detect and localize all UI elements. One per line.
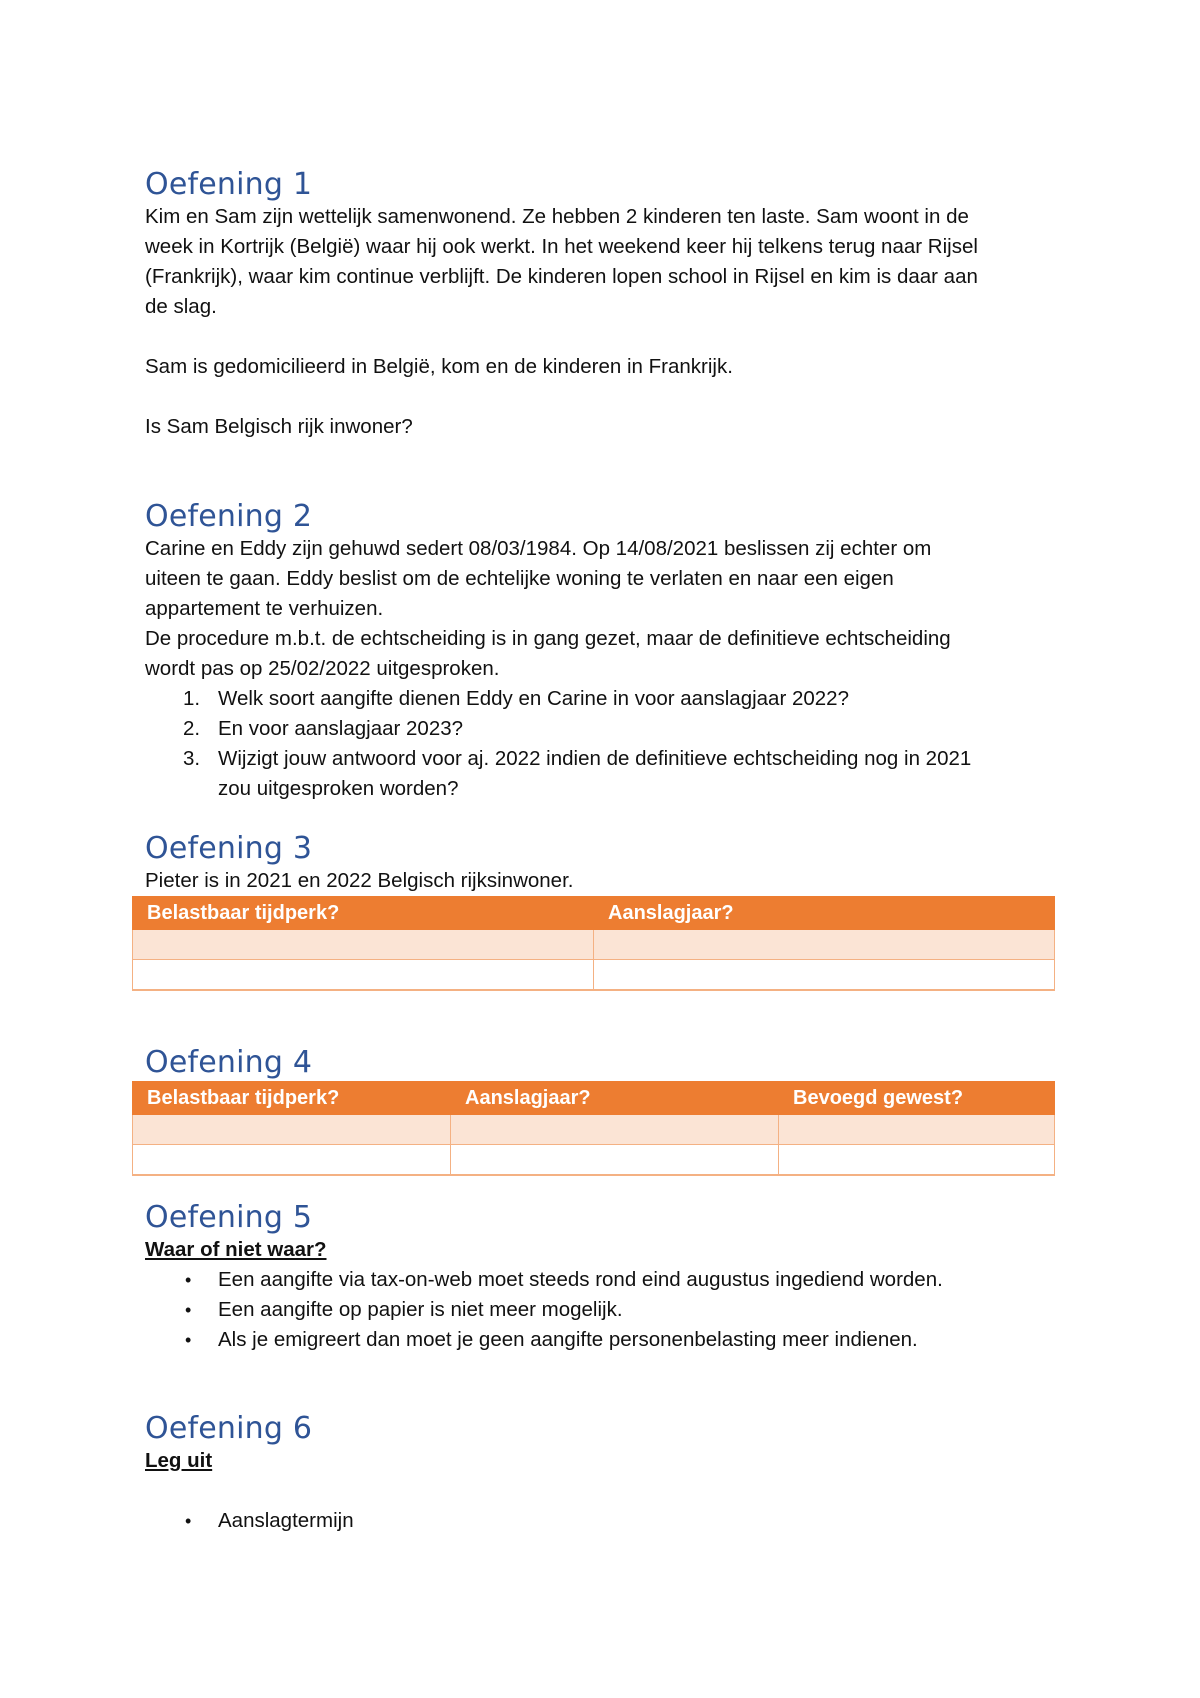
exercise-5-statement-list <box>145 1265 1065 1355</box>
list-item-text: Een aangifte op papier is niet meer mogelijk. <box>218 1298 623 1321</box>
list-number: 3. <box>183 747 201 770</box>
list-item-text: Als je emigreert dan moet je geen aangifte personenbelasting meer indienen. <box>218 1328 918 1351</box>
table-row <box>133 930 1055 960</box>
exercise-6-heading: Oefening 6 <box>145 1411 313 1446</box>
exercise-3-table <box>132 896 1055 991</box>
bullet-icon: • <box>185 1511 192 1531</box>
table-header-cell: Bevoegd gewest? <box>779 1082 1055 1115</box>
exercise-2-line-5: wordt pas op 25/02/2022 uitgesproken. <box>145 657 500 680</box>
table-row <box>133 1145 1055 1176</box>
list-item-text: Een aangifte via tax-on-web moet steeds rond eind augustus ingediend worden. <box>218 1268 943 1291</box>
exercise-2 <box>145 500 1065 804</box>
bullet-icon: • <box>185 1270 192 1290</box>
list-item <box>145 1295 1065 1325</box>
list-item-text: En voor aanslagjaar 2023? <box>218 717 464 740</box>
table-header-cell: Belastbaar tijdperk? <box>133 897 594 930</box>
list-item-text-line-1: Wijzigt jouw antwoord voor aj. 2022 indien de definitieve echtscheiding nog in 2021 <box>218 747 972 770</box>
list-item <box>145 684 1065 714</box>
table-header-row <box>133 897 1055 930</box>
table-cell[interactable] <box>133 1145 451 1176</box>
list-item <box>145 714 1065 744</box>
exercise-3-heading: Oefening 3 <box>145 831 313 866</box>
exercise-2-heading: Oefening 2 <box>145 499 313 534</box>
exercise-4 <box>145 1046 1065 1080</box>
list-item <box>145 1265 1065 1295</box>
table-header-row <box>133 1082 1055 1115</box>
exercise-3-intro: Pieter is in 2021 en 2022 Belgisch rijksinwoner. <box>145 869 574 892</box>
table-cell[interactable] <box>451 1115 779 1145</box>
exercise-1-paragraph-2: Sam is gedomicilieerd in België, kom en de kinderen in Frankrijk. <box>145 355 733 378</box>
table-cell[interactable] <box>779 1115 1055 1145</box>
exercise-5 <box>145 1201 1065 1355</box>
exercise-5-heading: Oefening 5 <box>145 1200 313 1235</box>
table-header-cell: Aanslagjaar? <box>451 1082 779 1115</box>
table-cell[interactable] <box>133 960 594 991</box>
exercise-1-line-1: Kim en Sam zijn wettelijk samenwonend. Ze hebben 2 kinderen ten laste. Sam woont in de <box>145 205 969 228</box>
table-row <box>133 960 1055 991</box>
exercise-1-line-4: de slag. <box>145 295 217 318</box>
exercise-4-heading: Oefening 4 <box>145 1045 313 1080</box>
exercise-3 <box>145 832 1065 896</box>
table-cell[interactable] <box>594 930 1055 960</box>
list-item-text-line-2: zou uitgesproken worden? <box>218 777 459 800</box>
table-cell[interactable] <box>133 1115 451 1145</box>
table-header-cell: Belastbaar tijdperk? <box>133 1082 451 1115</box>
list-item <box>145 1325 1065 1355</box>
table-cell[interactable] <box>594 960 1055 991</box>
exercise-2-question-list <box>145 684 1065 804</box>
exercise-6-item-list <box>145 1506 1065 1536</box>
exercise-1-line-2: week in Kortrijk (België) waar hij ook werkt. In het weekend keer hij telkens terug naar Rijsel <box>145 235 978 258</box>
exercise-2-line-3: appartement te verhuizen. <box>145 597 384 620</box>
table-cell[interactable] <box>451 1145 779 1176</box>
exercise-5-subheading: Waar of niet waar? <box>145 1238 327 1261</box>
list-item <box>145 1506 1065 1536</box>
bullet-icon: • <box>185 1300 192 1320</box>
exercise-6 <box>145 1412 1065 1536</box>
list-number: 1. <box>183 687 201 710</box>
exercise-2-line-1: Carine en Eddy zijn gehuwd sedert 08/03/1984. Op 14/08/2021 beslissen zij echter om <box>145 537 932 560</box>
exercise-4-table <box>132 1081 1055 1176</box>
exercise-1 <box>145 168 1065 442</box>
exercise-1-line-3: (Frankrijk), waar kim continue verblijft. De kinderen lopen school in Rijsel en kim is daar aan <box>145 265 978 288</box>
table-cell[interactable] <box>779 1145 1055 1176</box>
list-item-text: Welk soort aangifte dienen Eddy en Carine in voor aanslagjaar 2022? <box>218 687 849 710</box>
exercise-2-line-2: uiteen te gaan. Eddy beslist om de echtelijke woning te verlaten en naar een eigen <box>145 567 894 590</box>
exercise-1-heading: Oefening 1 <box>145 167 313 202</box>
exercise-1-question: Is Sam Belgisch rijk inwoner? <box>145 415 413 438</box>
exercise-2-line-4: De procedure m.b.t. de echtscheiding is in gang gezet, maar de definitieve echtscheiding <box>145 627 951 650</box>
exercise-6-subheading: Leg uit <box>145 1449 213 1472</box>
table-row <box>133 1115 1055 1145</box>
table-header-cell: Aanslagjaar? <box>594 897 1055 930</box>
list-number: 2. <box>183 717 201 740</box>
list-item-text: Aanslagtermijn <box>218 1509 354 1532</box>
bullet-icon: • <box>185 1330 192 1350</box>
list-item <box>145 744 1065 804</box>
table-cell[interactable] <box>133 930 594 960</box>
